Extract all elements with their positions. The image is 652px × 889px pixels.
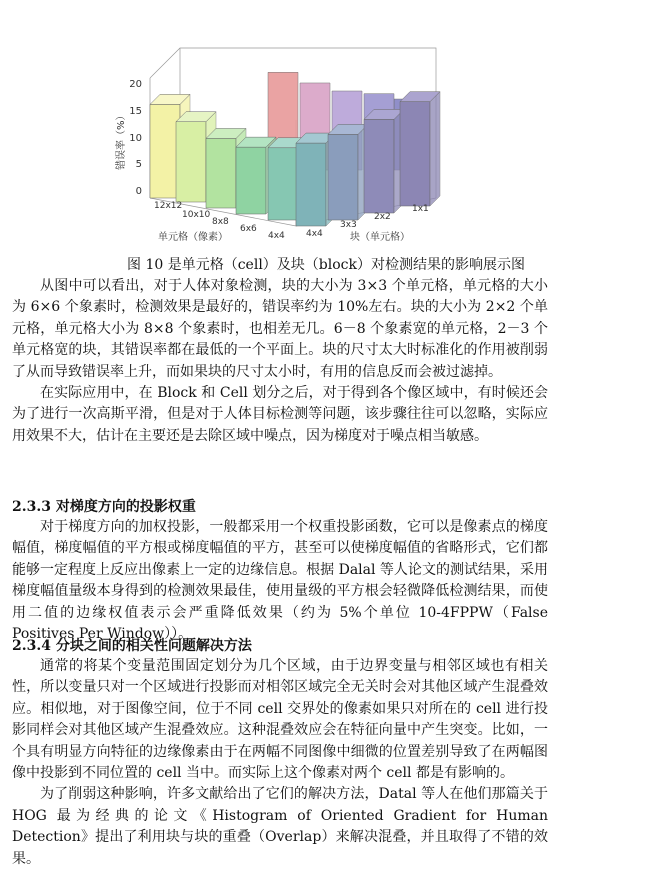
bar — [150, 104, 180, 198]
paragraph: 在实际应用中，在 Block 和 Cell 划分之后，对于得到各个像区域中，有时候还会为了进行一次高斯平滑，但是对于人体目标检测等问题，该步骤往往可以忽略，实际应用效果不大，估计在主要还是去除区域中噪点，因为梯度对于噪点相当敏感。 — [12, 385, 548, 444]
body-section-2 — [12, 517, 548, 645]
y-axis — [114, 79, 142, 197]
bar — [400, 102, 430, 206]
section-title: 分块之间的相关性问题解决方法 — [55, 638, 252, 654]
y-tick: 20 — [129, 79, 142, 90]
section-heading-2-3-3 — [12, 497, 196, 517]
cell-tick: 8x8 — [212, 217, 229, 227]
figure-caption: 图 10 是单元格（cell）及块（block）对检测结果的影响展示图 — [127, 257, 525, 273]
bar — [236, 147, 266, 214]
y-axis-label: 错误率（%） — [116, 110, 127, 170]
y-tick: 0 — [135, 186, 142, 197]
body-section-3 — [12, 656, 548, 870]
figure-3d-bar-chart — [118, 20, 448, 248]
bar — [206, 138, 236, 208]
cell-tick: 4x4 — [268, 231, 285, 241]
bar — [328, 134, 358, 220]
bar — [268, 148, 298, 220]
section-title: 对梯度方向的投影权重 — [55, 499, 196, 515]
section-number: 2.3.3 — [12, 499, 51, 515]
block-tick: 2x2 — [374, 212, 391, 222]
bar — [364, 119, 394, 213]
paragraph: 从图中可以看出，对于人体对象检测，块的大小为 3×3 个单元格，单元格的大小为 6×6 个象素时，检测效果是最好的，错误率约为 10%左右。块的大小为 2×2 个单元格，单元格大小为 8×8 个象素时，也相差无几。6－8 个象素宽的单元格，2－3 个单元格宽的块，其错误率都在最低的一个平面上。块的尺寸太大时标准化的作用被削弱了从而导致错误率上升，而如果块的尺寸太小时，有用的信息反而会被过滤掉。 — [12, 278, 548, 380]
cell-axis-label: 单元格（像素） — [158, 232, 228, 243]
bars — [150, 72, 440, 226]
cell-tick: 12x12 — [154, 201, 183, 211]
cell-tick: 10x10 — [182, 210, 211, 220]
y-tick: 15 — [129, 106, 142, 117]
y-tick: 5 — [135, 159, 142, 170]
paragraph: 对于梯度方向的加权投影，一般都采用一个权重投影函数，它可以是像素点的梯度幅值，梯度幅值的平方根或梯度幅值的平方，甚至可以使梯度幅值的省略形式，它们都能够一定程度上反应出像素上一定的边缘信息。根据 Dalal 等人论文的测试结果，采用梯度幅值量级本身得到的检测效果最佳，使用量级的平方根会轻微降低检测结果，而使用二值的边缘权值表示会严重降低效果（约为 5%个单位 10-4FPPW（False Positives Per Window））。 — [12, 519, 548, 643]
block-tick: 3x3 — [340, 220, 357, 230]
block-axis-label: 块（单元格） — [350, 232, 410, 243]
paragraph: 为了削弱这种影响，许多文献给出了它们的解决方法，Datal 等人在他们那篇关于 HOG 最为经典的论文《Histogram of Oriented Gradient for Human Detection》提出了利用块与块的重叠（Overlap）来解决混叠，并且取得了不错的效果。 — [12, 786, 548, 867]
bar-side — [430, 92, 440, 206]
section-heading-2-3-4 — [12, 636, 252, 656]
body-section-1 — [12, 276, 548, 447]
section-number: 2.3.4 — [12, 638, 51, 654]
block-tick: 1x1 — [412, 204, 429, 214]
bar — [176, 122, 206, 202]
bar — [296, 143, 326, 226]
y-tick: 10 — [129, 133, 142, 144]
cell-tick: 6x6 — [240, 224, 257, 234]
paragraph: 通常的将某个变量范围固定划分为几个区域，由于边界变量与相邻区域也有相关性，所以变量只对一个区域进行投影而对相邻区域完全无关时会对其他区域产生混叠效应。相似地，对于图像空间，位于不同 cell 交界处的像素如果只对所在的 cell 进行投影同样会对其他区域产生混叠效应。这种混叠效应会在特征向量中产生突变。比如，一个具有明显方向特征的边缘像素由于在两幅不同图像中细微的位置差别导致了在两幅图像中投影到不同位置的 cell 当中。而实际上这个像素对两个 cell 都是有影响的。 — [12, 658, 548, 782]
block-tick: 4x4 — [306, 229, 323, 239]
